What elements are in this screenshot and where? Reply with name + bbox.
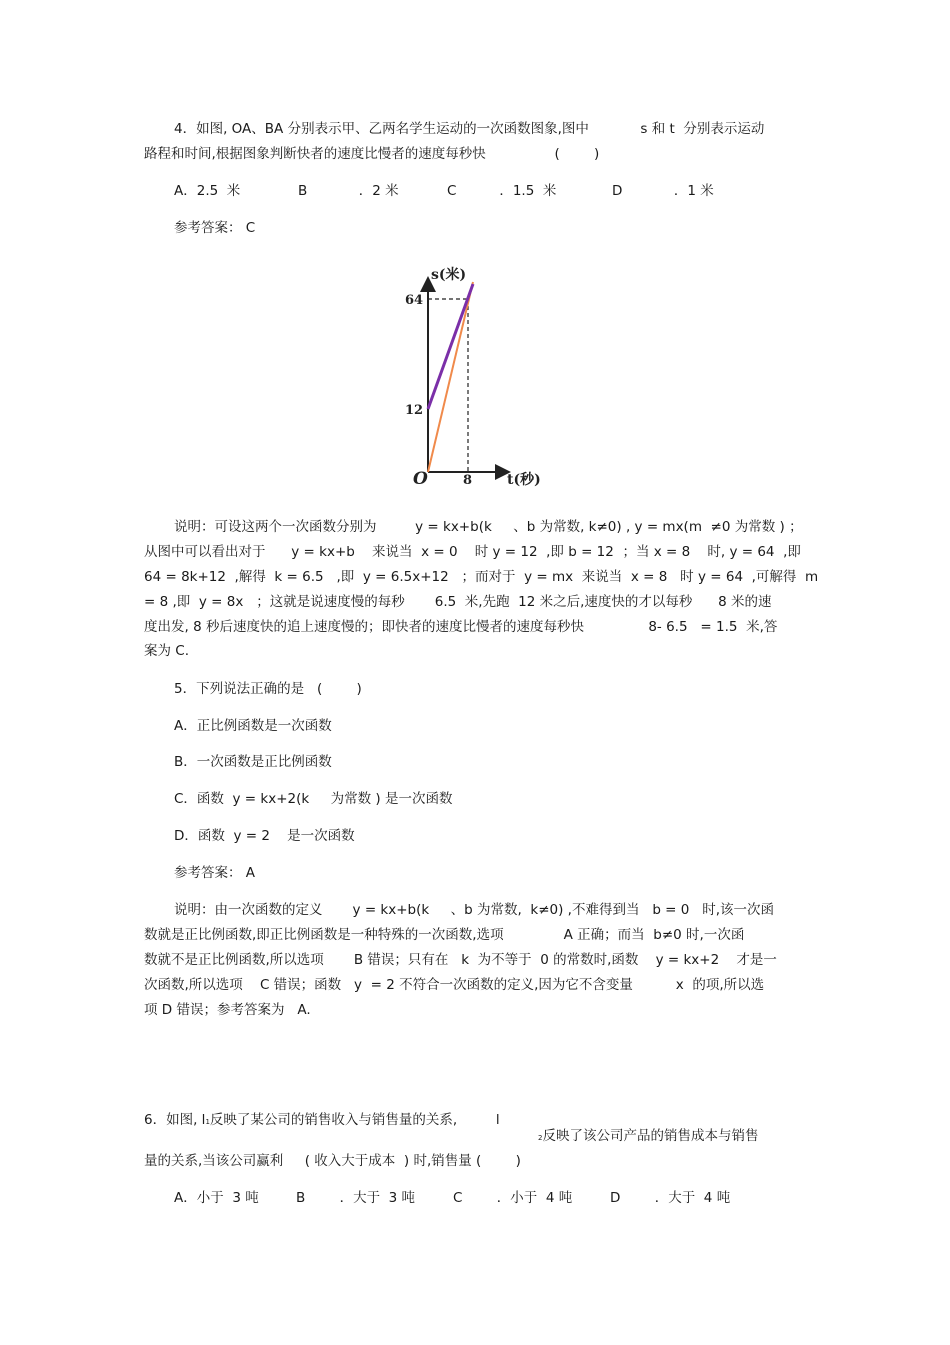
q4-explanation-line1: 说明：可设这两个一次函数分别为 y = kx+b(k 、b 为常数, k≠0) , y = mx(m ≠0 为常数 ) ； — [174, 519, 803, 535]
q4-stem-line2: 路程和时间,根据图象判断快者的速度比慢者的速度每秒快 ( ) — [144, 146, 600, 162]
q4-explanation-line2: 从图中可以看出对于 y = kx+b 来说当 x = 0 时 y = 12 ,即 b = 12 ；当 x = 8 时, y = 64 ,即 — [144, 544, 801, 560]
q6-stem-part-c: 反映了该公司产品的销售成本与销售 — [542, 1128, 759, 1144]
q6-stem-part-b: 反映了某公司的销售收入与销售量的关系, l — [209, 1112, 500, 1128]
q6-stem-part-a: 6．如图, l — [144, 1112, 206, 1128]
q5-explanation-line5: 项 D 错误；参考答案为 A. — [144, 1002, 311, 1018]
q6-stem-line3: 量的关系,当该公司赢利 ( 收入大于成本 ) 时,销售量 ( ) — [144, 1153, 521, 1169]
q5-option-c: C．函数 y = kx+2(k 为常数 ) 是一次函数 — [174, 791, 453, 807]
q4-option-a: A．2.5 米 — [174, 183, 241, 199]
y-axis-label: s(米) — [431, 267, 467, 283]
q6-option-b: B ．大于 3 吨 — [296, 1190, 416, 1206]
q4-explanation-line4: = 8 ,即 y = 8x ；这就是说速度慢的每秒 6.5 米,先跑 12 米之后,速度快的才以每秒 8 米的速 — [144, 594, 772, 610]
x-tick-8: 8 — [463, 473, 473, 488]
q5-option-a: A．正比例函数是一次函数 — [174, 718, 332, 734]
line-oa — [428, 282, 473, 472]
x-axis-label: t(秒) — [507, 472, 541, 488]
line-ba — [428, 284, 473, 409]
q6-stem-line1 — [144, 1111, 500, 1131]
q6-option-d: D ．大于 4 吨 — [610, 1190, 731, 1206]
q4-stem-line1: 4．如图, OA、BA 分别表示甲、乙两名学生运动的一次函数图象,图中 s 和 t 分别表示运动 — [174, 121, 765, 137]
y-tick-12: 12 — [405, 403, 424, 418]
y-tick-64: 64 — [405, 293, 424, 308]
q4-option-b: B ．2 米 — [298, 183, 399, 199]
q4-explanation-line5: 度出发, 8 秒后速度快的追上速度慢的；即快者的速度比慢者的速度每秒快 8- 6.5 = 1.5 米,答 — [144, 619, 778, 635]
q5-explanation-line4: 次函数,所以选项 C 错误；函数 y = 2 不符合一次函数的定义,因为它不含变量 x 的项,所以选 — [144, 977, 765, 993]
q5-explanation-line3: 数就不是正比例函数,所以选项 B 错误；只有在 k 为不等于 0 的常数时,函数 y = kx+2 才是一 — [144, 952, 777, 968]
q5-explanation-line1: 说明：由一次函数的定义 y = kx+b(k 、b 为常数, k≠0) ,不难得到当 b = 0 时,该一次函 — [174, 902, 775, 918]
q6-option-c: C ．小于 4 吨 — [453, 1190, 573, 1206]
q4-option-d: D ．1 米 — [612, 183, 714, 199]
q5-answer: 参考答案： A — [174, 865, 256, 881]
q4-option-c: C ．1.5 米 — [447, 183, 557, 199]
q5-option-b: B．一次函数是正比例函数 — [174, 754, 332, 770]
q6-stem-line2 — [538, 1127, 758, 1147]
motion-graph — [395, 262, 555, 492]
q5-stem: 5．下列说法正确的是 ( ) — [174, 681, 362, 697]
q6-sub-2: 2 — [538, 1134, 543, 1142]
q6-sub-1: 1 — [205, 1118, 210, 1126]
q4-explanation-line3: 64 = 8k+12 ,解得 k = 6.5 ,即 y = 6.5x+12 ；而对于 y = mx 来说当 x = 8 时 y = 64 ,可解得 m — [144, 569, 819, 585]
q4-answer: 参考答案： C — [174, 220, 256, 236]
q6-option-a: A．小于 3 吨 — [174, 1190, 259, 1206]
origin-label: O — [413, 469, 428, 489]
q4-explanation-line6: 案为 C. — [144, 643, 190, 659]
q5-explanation-line2: 数就是正比例函数,即正比例函数是一种特殊的一次函数,选项 A 正确；而当 b≠0 时,一次函 — [144, 927, 745, 943]
q5-option-d: D．函数 y = 2 是一次函数 — [174, 828, 355, 844]
